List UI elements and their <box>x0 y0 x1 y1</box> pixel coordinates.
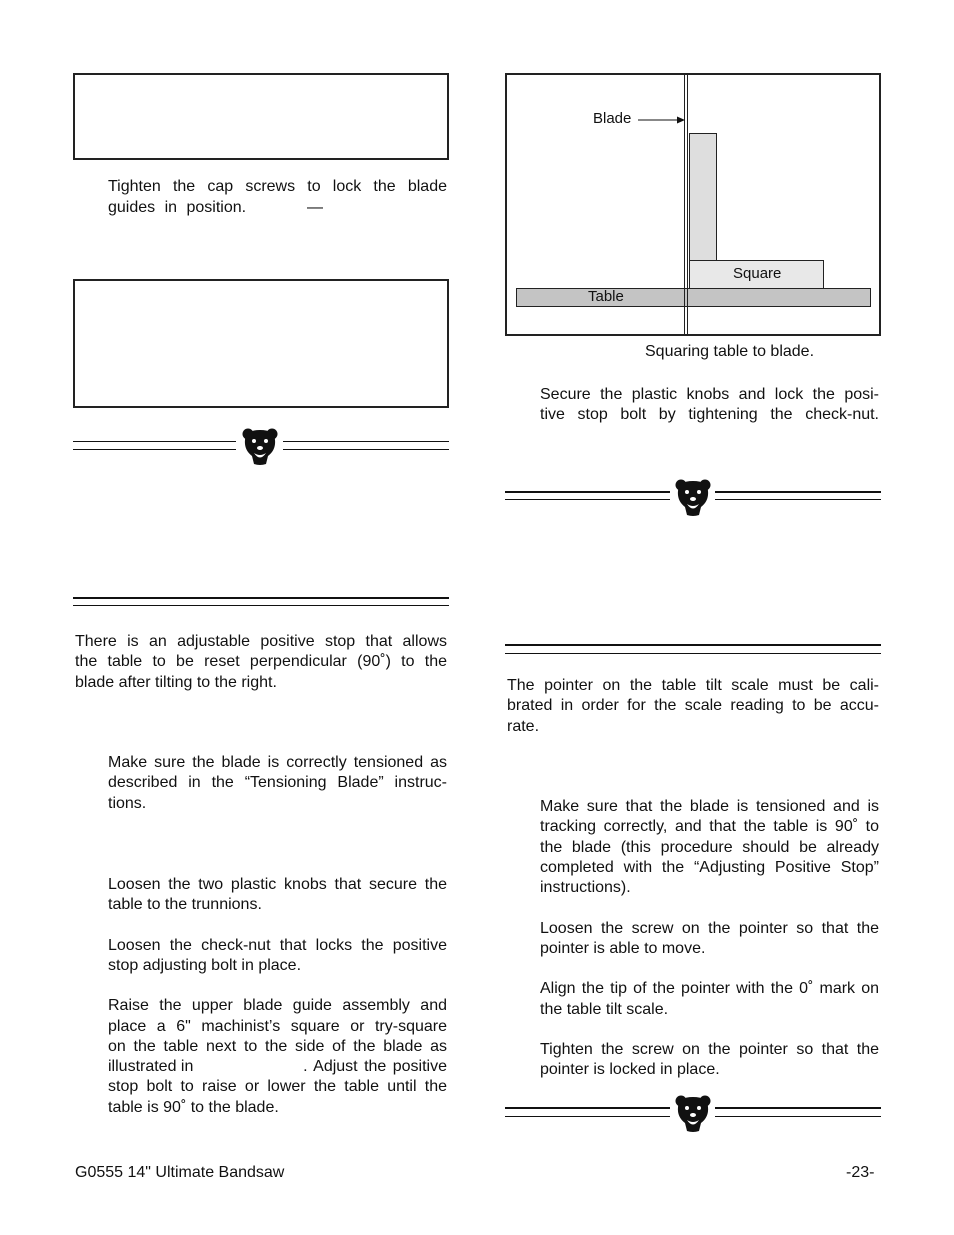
step-line: Raise the upper blade guide assembly and <box>108 997 447 1014</box>
step-line: Tighten the screw on the pointer so that the <box>540 1041 879 1058</box>
divider-line <box>505 499 670 500</box>
divider-line <box>505 1116 670 1117</box>
divider-line <box>283 449 449 450</box>
step-line: illustrated in <box>108 1058 194 1075</box>
step-tighten-line2a: guides in position. <box>108 199 247 216</box>
divider-line <box>73 449 236 450</box>
step-line: Loosen the screw on the pointer so that the <box>540 920 879 937</box>
step-line: stop adjusting bolt in place. <box>108 957 302 974</box>
secure-line: Secure the plastic knobs and lock the posi- <box>540 386 879 403</box>
intro-line: There is an adjustable positive stop that allows <box>75 633 447 650</box>
intro-line: The pointer on the table tilt scale must be cali- <box>507 677 879 694</box>
step-line: tracking correctly, and that the table is 90˚ to <box>540 818 879 835</box>
step-tighten-line1: Tighten the cap screws to lock the blade <box>108 178 447 195</box>
divider-line <box>715 499 881 500</box>
intro-line: the table to be reset perpendicular (90˚) to the <box>75 653 447 670</box>
table-label: Table <box>588 288 624 305</box>
figure-caption: Squaring table to blade. <box>645 343 815 360</box>
square-label: Square <box>733 265 782 282</box>
bear-head-icon <box>673 1093 713 1133</box>
blade-front <box>684 288 688 334</box>
step-line: Loosen the check-nut that locks the positive <box>108 937 447 954</box>
section-rule <box>505 644 881 646</box>
footer-model: G0555 14" Ultimate Bandsaw <box>75 1164 285 1181</box>
note-box-top <box>73 73 449 160</box>
step-line: table is 90˚ to the blade. <box>108 1099 279 1116</box>
secure-line: tive stop bolt by tightening the check-nut. <box>540 406 879 423</box>
divider-line <box>283 441 449 442</box>
step-line: Make sure the blade is correctly tensioned as <box>108 754 447 771</box>
step-line: instructions). <box>540 879 631 896</box>
section-rule <box>505 653 881 654</box>
blade-label: Blade <box>593 110 632 127</box>
square-vertical-arm <box>689 133 717 261</box>
divider-line <box>715 1107 881 1109</box>
step-line: pointer is able to move. <box>540 940 706 957</box>
bear-head-icon <box>240 426 280 466</box>
divider-line <box>73 441 236 442</box>
step-line: Align the tip of the pointer with the 0˚ mark on <box>540 980 879 997</box>
section-rule <box>73 597 449 599</box>
step-line: pointer is locked in place. <box>540 1061 720 1078</box>
intro-line: brated in order for the scale reading to be accu- <box>507 697 879 714</box>
divider-line <box>715 491 881 493</box>
page-number: -23- <box>846 1164 875 1181</box>
note-box-middle <box>73 279 449 408</box>
step-line: described in the “Tensioning Blade” instruc- <box>108 774 447 791</box>
bear-head-icon <box>673 477 713 517</box>
em-dash: — <box>307 199 323 216</box>
step-line: tions. <box>108 795 147 812</box>
intro-line: blade after tilting to the right. <box>75 674 277 691</box>
step-line: Make sure that the blade is tensioned and is <box>540 798 879 815</box>
intro-line: rate. <box>507 718 540 735</box>
blade-arrow <box>637 115 687 125</box>
step-line: the blade (this procedure should be already <box>540 839 879 856</box>
step-line: . Adjust the positive <box>303 1058 447 1075</box>
divider-line <box>505 1107 670 1109</box>
divider-line <box>715 1116 881 1117</box>
step-line: table to the trunnions. <box>108 896 262 913</box>
divider-line <box>505 491 670 493</box>
step-line: Loosen the two plastic knobs that secure the <box>108 876 447 893</box>
step-line: completed with the “Adjusting Positive Stop” <box>540 859 879 876</box>
step-line: the table tilt scale. <box>540 1001 669 1018</box>
step-line: stop bolt to raise or lower the table until the <box>108 1078 447 1095</box>
step-line: on the table next to the side of the blade as <box>108 1038 447 1055</box>
section-rule <box>73 605 449 606</box>
table-bar <box>516 288 871 307</box>
step-line: place a 6" machinist’s square or try-square <box>108 1018 447 1035</box>
